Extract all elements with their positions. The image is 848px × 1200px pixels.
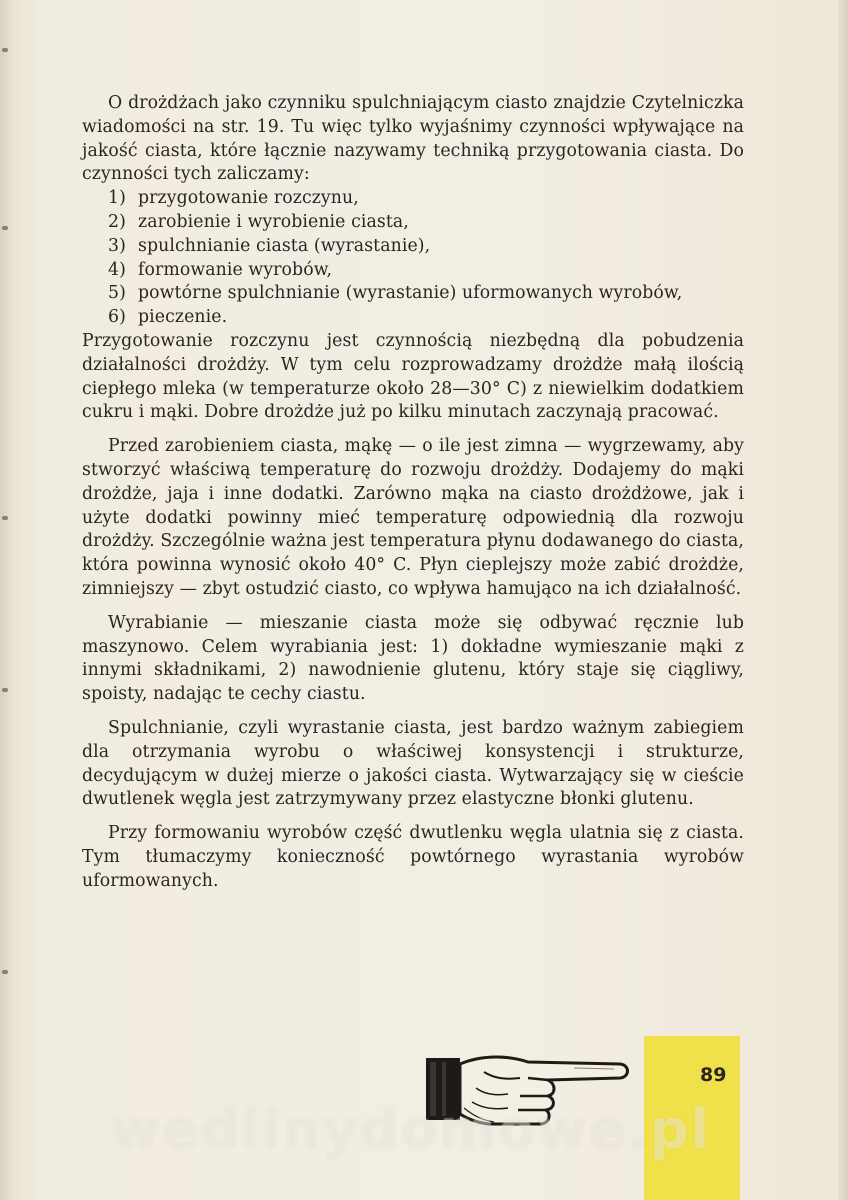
body-text bbox=[82, 92, 744, 894]
page-edge bbox=[838, 0, 848, 1200]
margin-mark bbox=[2, 48, 8, 52]
list-item: 6) pieczenie. bbox=[108, 307, 228, 328]
margin-mark bbox=[2, 516, 8, 520]
margin-mark bbox=[2, 688, 8, 692]
paragraph-zarobienie: Przed zarobieniem ciasta, mąkę — o ile jest zimna — wygrzewamy, aby stworzyć właściwą temperaturę do rozwoju drożdży. Dodajemy do mąki drożdże, jaja i inne dodatki. Zarówno mąka na ciasto drożdżowe, jak i użyte dodatki powinny mieć temperaturę odpowiednią dla rozwoju drożdży. Szczególnie ważna jest temperatura płynu dodawanego do ciasta, która powinna wynosić około 40° C. Płyn cieplejszy może zabić drożdże, zimniejszy — zbyt ostudzić ciasto, co wpływa hamująco na ich działalność. bbox=[82, 436, 744, 599]
paragraph-spulchnianie: Spulchnianie, czyli wyrastanie ciasta, jest bardzo ważnym zabiegiem dla otrzymania wyrobu o właściwej konsystencji i strukturze, decydującym w dużej mierze o jakości ciasta. Wytwarzający się w cieście dwutlenek węgla jest zatrzymywany przez elastyczne błonki glutenu. bbox=[82, 717, 744, 810]
list-item: 1) przygotowanie rozczynu, bbox=[108, 188, 359, 209]
paragraph-wyrabianie: Wyrabianie — mieszanie ciasta może się odbywać ręcznie lub maszynowo. Celem wyrabiania jest: 1) dokładne wymieszanie mąki z innymi składnikami, 2) nawodnienie glutenu, który staje się ciągliwy, spoisty, nadając te cechy ciastu. bbox=[82, 612, 744, 705]
list-item: 4) formowanie wyrobów, bbox=[108, 259, 333, 280]
margin-mark bbox=[2, 226, 8, 230]
watermark: wedlinydomowe.pl bbox=[110, 1098, 712, 1161]
margin-mark bbox=[2, 970, 8, 974]
page-number: 89 bbox=[700, 1064, 727, 1086]
steps-list bbox=[82, 187, 744, 330]
list-item: 3) spulchnianie ciasta (wyrastanie), bbox=[108, 235, 431, 256]
paragraph-rozczyn: Przygotowanie rozczynu jest czynnością niezbędną dla pobudzenia działalności drożdży. W tym celu rozprowadzamy drożdże małą ilością ciepłego mleka (w temperaturze około 28—30° C) z niewielkim dodatkiem cukru i mąki. Dobre drożdże już po kilku minutach zaczynają pracować. bbox=[82, 330, 744, 423]
list-item: 5) powtórne spulchnianie (wyrastanie) uformowanych wyrobów, bbox=[108, 283, 683, 304]
list-item: 2) zarobienie i wyrobienie ciasta, bbox=[108, 211, 409, 232]
paragraph-formowanie: Przy formowaniu wyrobów część dwutlenku węgla ulatnia się z ciasta. Tym tłumaczymy konieczność powtórnego wyrastania wyrobów uformowanych. bbox=[82, 823, 744, 891]
intro-paragraph: O drożdżach jako czynniku spulchniającym ciasto znajdzie Czytelniczka wiadomości na str. 19. Tu więc tylko wyjaśnimy czynności wpływające na jakość ciasta, które łącznie nazywamy techniką przygotowania ciasta. Do czynności tych zaliczamy: bbox=[82, 93, 744, 185]
